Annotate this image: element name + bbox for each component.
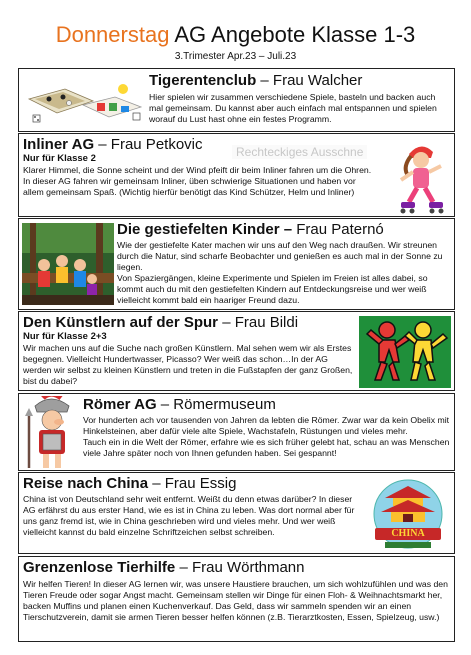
children-in-forest-image <box>22 223 114 305</box>
section-text: Wie der gestiefelte Kater machen wir uns auf den Weg nach draußen. Wir streunen durch die Natur, sind scharfe Beobachter und genießen es auch mal in der Sonne zu liegen. <box>117 240 443 272</box>
board-games-image <box>23 79 145 123</box>
section-tierhilfe <box>18 556 455 642</box>
section-body <box>23 314 353 387</box>
section-text: Hier spielen wir zusammen verschiedene Spiele, basteln und backen auch mal gemeinsam. Du kannst aber auch einfach mal entspannen und spielen worauf du Lust hast ohne ein festes Programm. <box>149 92 437 124</box>
section-kuenstler <box>18 311 455 391</box>
section-text: Wir machen uns auf die Suche nach großen Künstlern. Mal sehen wem wir als Erstes begegnen. Vielleicht Hundertwasser, Picasso? Wer weiß das schon…In der AG werden wir selbst zu kleinen Künstlern und treten in die Fußstapfen der ganz Großen, bist du dabei? <box>23 343 353 386</box>
grade-note: Nur für Klasse 2 <box>23 153 96 164</box>
page-title <box>0 22 471 48</box>
section-text-2: Tauch ein in die Welt der Römer, erfahre wie es sich früher gelebt hat, schau an was Menschen viele Jahre später noch von Ihnen gefunden haben. Sei gespannt! <box>83 437 450 458</box>
section-text: China ist von Deutschland sehr weit entfernt. Weißt du denn etwas darüber? In dieser AG erfährst du aus erster Hand, wie es ist in China zu leben. Was dort normal aber für uns ganz fremd ist, wie in China geschrieben wird und vieles mehr. Und wer weiß vielleicht kannst du bald einzelne Schriftzeichen selbst schreiben. <box>23 494 355 537</box>
grade-note: Nur für Klasse 2+3 <box>23 331 107 342</box>
page-header <box>0 22 471 63</box>
section-body <box>83 396 451 459</box>
section-reise-china <box>18 472 455 554</box>
section-heading: Die gestiefelten Kinder – Frau Paternó <box>117 221 384 238</box>
inline-skater-image <box>391 140 451 216</box>
term-subtitle: 3.Trimester Apr.23 – Juli.23 <box>174 51 297 62</box>
section-heading: Reise nach China – Frau Essig <box>23 475 237 492</box>
section-heading: Tigerentenclub – Frau Walcher <box>149 72 363 89</box>
snipping-overlay-label: Rechteckiges Ausschne <box>232 145 367 159</box>
section-text: Klarer Himmel, die Sonne scheint und der Wind pfeift dir beim Inliner fahren um die Ohren. In dieser AG fahren wir gemeinsam Inliner, üben schwierige Situationen und haben vor allem gemeinsam Spaß. (Wichtig hierfür benötigt das Kind Schützer, Helm und Inliner) <box>23 165 372 197</box>
roman-soldier-image <box>23 396 81 470</box>
china-sign-text: CHINA <box>391 528 425 539</box>
section-heading: Den Künstlern auf der Spur – Frau Bildi <box>23 314 299 331</box>
section-body <box>149 72 449 125</box>
section-tigerentenclub <box>18 68 455 132</box>
title-rest: AG Angebote Klasse 1-3 <box>169 22 416 47</box>
section-text: Wir helfen Tieren! In dieser AG lernen wir, was unsere Haustiere brauchen, um sich wohlzufühlen und was den Tieren Freude oder sogar Angst macht. Gemeinsam stellen wir Dinge für einen Floh- & Weihnachtsmarkt her, backen Muffins und planen einen Kuchenverkauf. Das Geld, dass wir sammeln spenden wir an einen Tierschutzverein, damit sie armen Tieren besser helfen können (z.B. Tierarztkosten, Essen, Spielzeug, usw.) <box>23 579 448 622</box>
keith-haring-art-image <box>359 316 451 388</box>
title-day: Donnerstag <box>55 22 170 47</box>
section-heading: Römer AG – Römermuseum <box>83 396 276 413</box>
china-pagoda-image <box>365 476 451 552</box>
section-roemer-ag <box>18 393 455 471</box>
section-gestiefelte-kinder <box>18 218 455 310</box>
section-body <box>117 221 451 306</box>
section-heading: Inliner AG – Frau Petkovic <box>23 136 203 153</box>
section-text-2: Von Spaziergängen, kleine Experimente und Spielen im Freien ist alles dabei, so kommt auch du mit den gestiefelten Kindern auf Entdeckungsreise und wer weiß vielleicht kommt bald ein haariger Freund dazu. <box>117 273 428 305</box>
section-text: Vor hunderten ach vor tausenden von Jahren da lebten die Römer. Zwar war da kein Obelix mit Hinkelsteinen, aber dafür viele alte Spiele, Wachstafeln, Rüstungen und vieles mehr. <box>83 415 450 436</box>
section-body <box>23 559 451 623</box>
section-heading: Grenzenlose Tierhilfe – Frau Wörthmann <box>23 559 305 576</box>
section-body <box>23 475 359 538</box>
